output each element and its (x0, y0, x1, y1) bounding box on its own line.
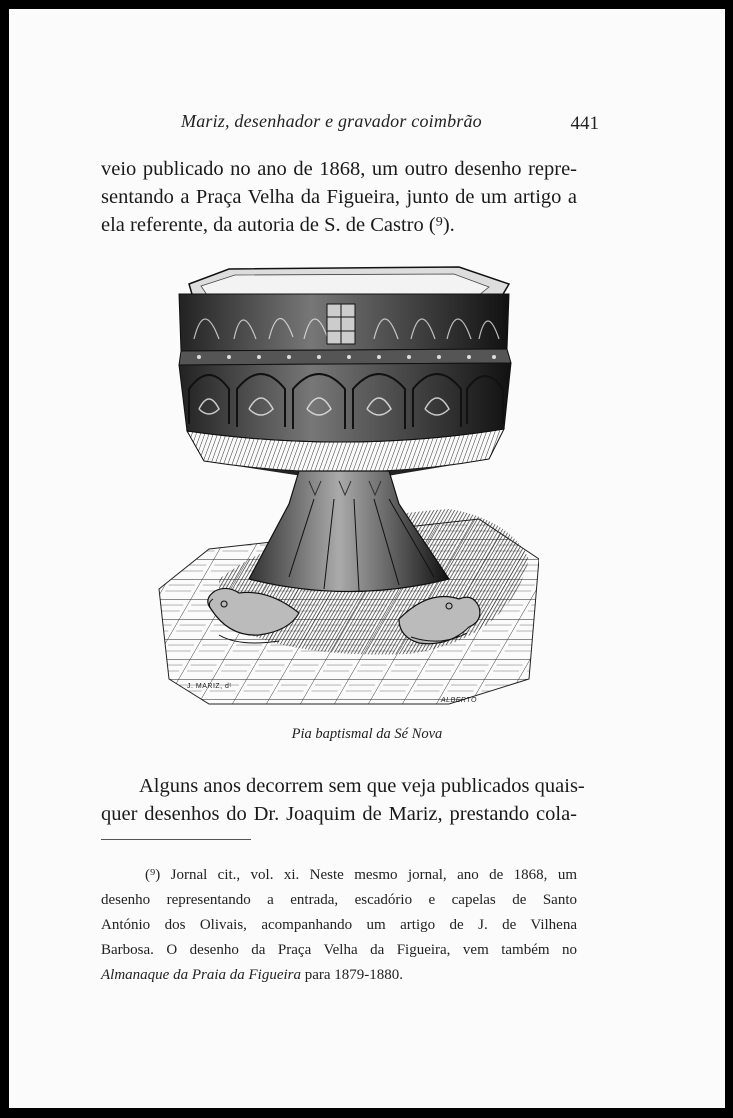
paragraph-line: ela referente, da autoria de S. de Castro (⁹). (101, 214, 455, 236)
artist-signature-right: ALBERTO (441, 697, 477, 704)
paragraph-2 (101, 772, 585, 828)
paragraph-line: quer desenhos do Dr. Joaquim de Mariz, prestando cola- (101, 803, 577, 825)
baptismal-font-illustration (149, 259, 539, 719)
paragraph-line: sentando a Praça Velha da Figueira, junto de um artigo a (101, 186, 577, 208)
paragraph-line: veio publicado no ano de 1868, um outro desenho repre- (101, 158, 577, 180)
footnote-divider (101, 839, 251, 840)
footnote-tail: para 1879-1880. (300, 967, 404, 983)
footnote-line: (⁹) Jornal cit., vol. xi. Neste mesmo jornal, ano de 1868, um (145, 867, 577, 883)
paragraph-line: Alguns anos decorrem sem que veja publicados quais- (139, 775, 585, 797)
footnote (101, 863, 577, 988)
footnote-line: desenho representando a entrada, escadório e capelas de Santo (101, 892, 577, 908)
figure-caption: Pia baptismal da Sé Nova (291, 726, 443, 742)
footnote-title: Almanaque da Praia da Figueira (101, 967, 301, 983)
page-number: 441 (570, 113, 599, 134)
paragraph-1 (101, 155, 577, 239)
footnote-line (101, 963, 577, 988)
artist-signature-left: J. MARIZ, dᵗ (187, 683, 232, 690)
footnote-line: Barbosa. O desenho da Praça Velha da Figueira, vem também no (101, 942, 577, 958)
running-title: Mariz, desenhador e gravador coimbrão (181, 111, 482, 131)
page-header (109, 109, 599, 139)
footnote-line: António dos Olivais, acompanhando um artigo de J. de Vilhena (101, 917, 577, 933)
book-page (9, 9, 725, 1108)
